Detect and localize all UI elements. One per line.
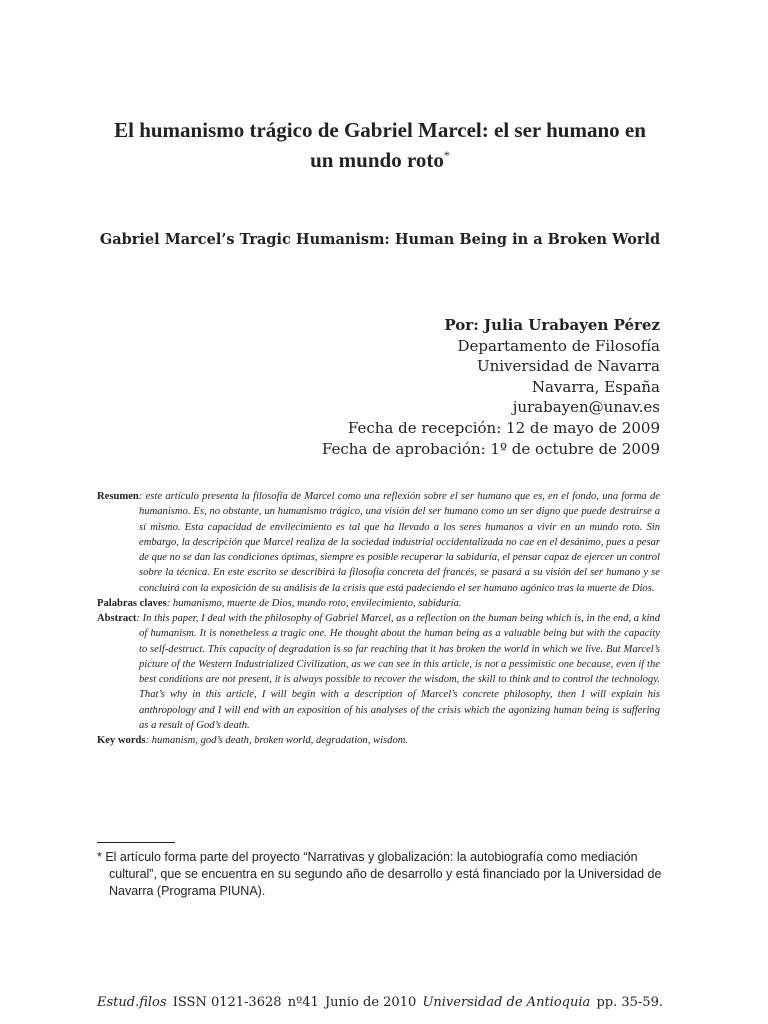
keywords-paragraph xyxy=(97,733,660,748)
resumen-paragraph xyxy=(97,489,660,596)
author-location: Navarra, España xyxy=(531,377,660,396)
footer-publisher: Universidad de Antioquia xyxy=(422,995,591,1010)
footnote-text: * El artículo forma parte del proyecto “Narrativas y globalización: la autobiografía como mediación cultural”, que se encuentra en su segundo año de desarrollo y está financiado por la Universidad de Navarra (Programa PIUNA). xyxy=(97,850,662,898)
english-title: Gabriel Marcel’s Tragic Humanism: Human Being in a Broken World xyxy=(99,231,661,248)
received-date: Fecha de recepción: 12 de mayo de 2009 xyxy=(347,418,660,437)
article-title-line-1: El humanismo trágico de Gabriel Marcel: el ser humano en xyxy=(114,118,646,142)
footer-date: Junio de 2010 xyxy=(324,995,417,1010)
footer-number: nº41 xyxy=(287,995,319,1010)
palabras-claves-text: : humanismo, muerte de Dios, mundo roto, envilecimiento, sabiduría. xyxy=(166,597,462,609)
approved-date: Fecha de aprobación: 1º de octubre de 2009 xyxy=(321,439,660,458)
resumen-label: Resumen xyxy=(97,491,139,502)
author-university: Universidad de Navarra xyxy=(476,357,660,376)
footer-journal: Estud.filos xyxy=(97,995,167,1010)
footer-issn: ISSN 0121-3628 xyxy=(172,995,282,1010)
abstract-text: : In this paper, I deal with the philosophy of Gabriel Marcel, as a reflection on the human being which is, in the end, a kind of humanism. It is nonetheless a tragic one. He thought about the human being as a valuable being but with the capacity to self-destruct. This capacity of degradation is so far reaching that it has broken the world in which we live. But Marcel’s picture of the Western Industrialized Civilization, as we can see in this article, is not a pessimistic one because, even if the best conditions are not present, it is always possible to recover the wisdom, the skill to think and to control the technology. That’s why in this article, I will begin with a description of Marcel’s concrete philosophy, then I will explain his anthropology and I will end with an exposition of his analyses of the crisis which the agonizing human being is suffering as a result of God’s death. xyxy=(136,613,660,731)
palabras-claves-paragraph xyxy=(97,596,660,611)
page-footer xyxy=(97,995,663,1010)
author-block xyxy=(322,315,660,459)
abstract-label: Abstract xyxy=(97,613,137,624)
keywords-label: Key words xyxy=(97,735,146,746)
article-title xyxy=(60,115,700,175)
footer-pages: pp. 35-59. xyxy=(596,995,663,1010)
article-title-line-2: un mundo roto xyxy=(310,148,444,172)
palabras-claves-label: Palabras claves xyxy=(97,597,167,609)
author-department: Departamento de Filosofía xyxy=(457,336,660,355)
author-byline: Por: Julia Urabayen Pérez xyxy=(444,316,660,334)
author-email: jurabayen@unav.es xyxy=(512,398,660,417)
footnote xyxy=(97,849,667,900)
keywords-text: : humanism, god’s death, broken world, degradation, wisdom. xyxy=(145,735,409,746)
abstract-paragraph xyxy=(97,611,660,733)
resumen-text: : este artículo presenta la filosofía de Marcel como una reflexión sobre el ser humano que es, en el fondo, una forma de humanismo. Es, no obstante, un humanismo trágico, una visión del ser humano como un ser digno que puede destruirse a sí mismo. Esta capacidad de envilecimiento es tal que ha llevado a los seres humanos a vivir en un mundo roto. Sin embargo, la descripción que Marcel realiza de la sociedad industrial occidentalizada no cae en el desánimo, pues a pesar de que no se dan las condiciones óptimas, siempre es posible recuperar la sabiduría, el pensar capaz de ejercer un control sobre la técnica. En este escrito se describirá la filosofía concreta del francés, se pasará a su visión del ser humano y se concluirá con la exposición de su análisis de la crisis que está padeciendo el ser humano agónico tras la muerte de Dios. xyxy=(138,491,660,594)
footnote-separator xyxy=(97,842,175,843)
abstract-block xyxy=(97,489,660,748)
title-footnote-mark: * xyxy=(443,148,450,162)
